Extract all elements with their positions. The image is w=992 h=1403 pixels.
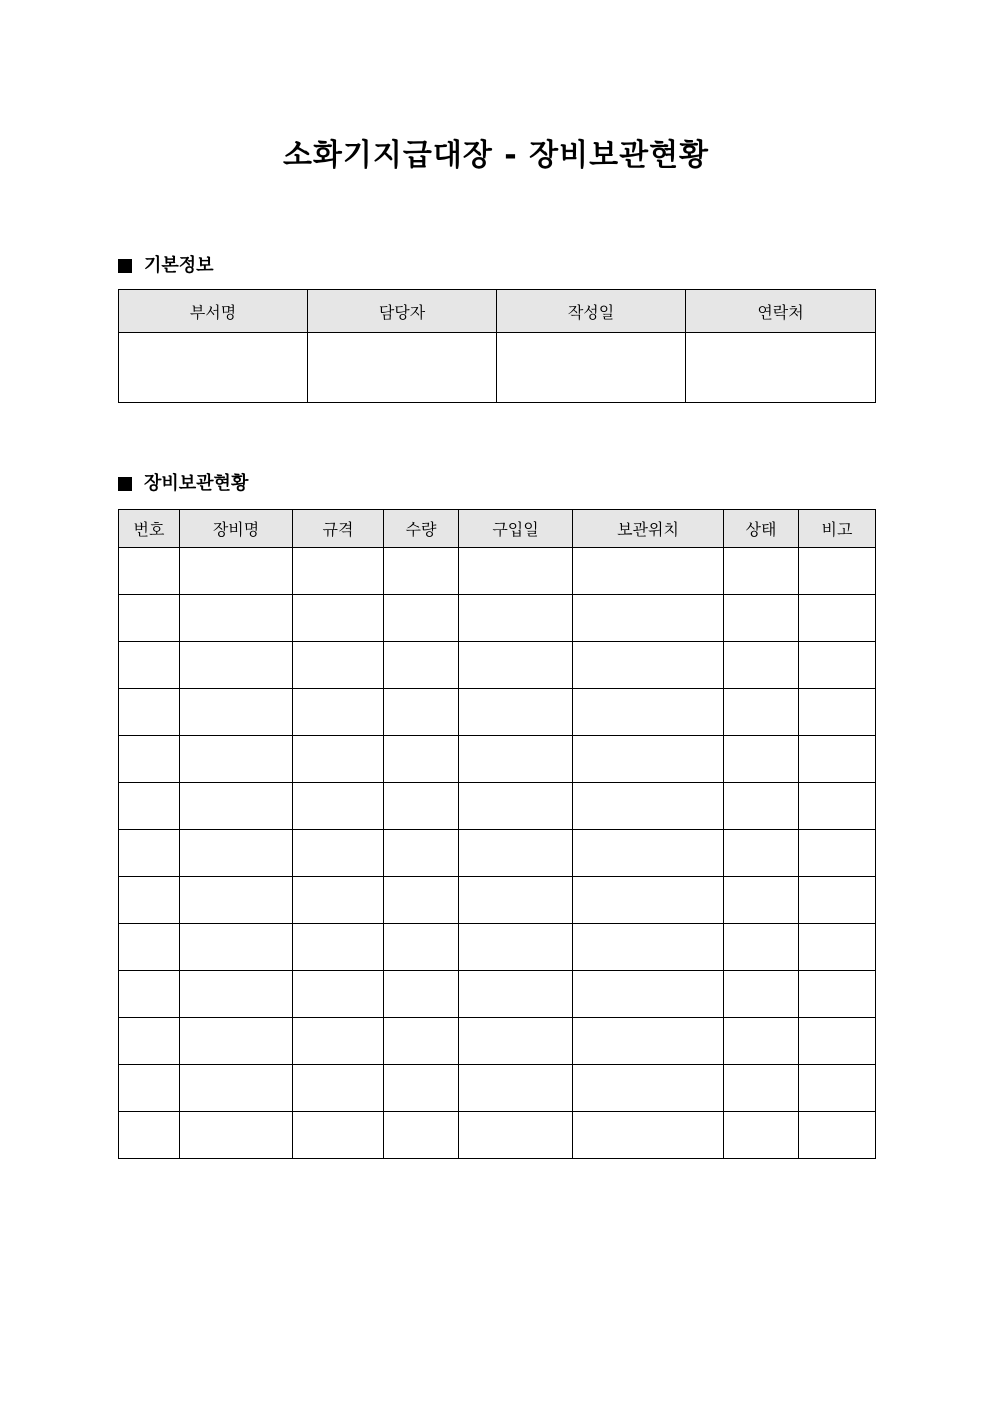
purchase-date-cell[interactable] (459, 830, 573, 877)
remarks-cell[interactable] (799, 877, 876, 924)
section-heading-storage (118, 472, 248, 496)
table-row (119, 548, 876, 595)
remarks-cell[interactable] (799, 971, 876, 1018)
table-row (119, 333, 876, 403)
storage-location-cell[interactable] (573, 736, 724, 783)
purchase-date-cell[interactable] (459, 783, 573, 830)
table-row (119, 830, 876, 877)
purchase-date-cell[interactable] (459, 924, 573, 971)
equipment-name-cell[interactable] (180, 689, 293, 736)
column-header-purchase-date: 구입일 (459, 510, 573, 548)
spec-cell[interactable] (293, 971, 384, 1018)
status-cell[interactable] (724, 1065, 799, 1112)
equipment-name-cell[interactable] (180, 595, 293, 642)
column-header-quantity: 수량 (384, 510, 459, 548)
remarks-cell[interactable] (799, 830, 876, 877)
table-row (119, 924, 876, 971)
spec-cell[interactable] (293, 595, 384, 642)
equipment-name-cell[interactable] (180, 783, 293, 830)
column-header-date-written: 작성일 (497, 290, 686, 333)
status-cell[interactable] (724, 830, 799, 877)
number-cell[interactable] (119, 548, 180, 595)
storage-location-cell[interactable] (573, 924, 724, 971)
section-heading-label: 장비보관현황 (144, 473, 249, 494)
status-cell[interactable] (724, 783, 799, 830)
status-cell[interactable] (724, 1112, 799, 1159)
spec-cell[interactable] (293, 877, 384, 924)
number-cell[interactable] (119, 971, 180, 1018)
status-cell[interactable] (724, 689, 799, 736)
number-cell[interactable] (119, 642, 180, 689)
purchase-date-cell[interactable] (459, 642, 573, 689)
spec-cell[interactable] (293, 548, 384, 595)
equipment-name-cell[interactable] (180, 642, 293, 689)
storage-location-cell[interactable] (573, 595, 724, 642)
table-row (119, 971, 876, 1018)
storage-location-cell[interactable] (573, 1018, 724, 1065)
status-cell[interactable] (724, 971, 799, 1018)
quantity-cell[interactable] (384, 595, 459, 642)
storage-location-cell[interactable] (573, 830, 724, 877)
storage-location-cell[interactable] (573, 877, 724, 924)
column-header-storage-location: 보관위치 (573, 510, 724, 548)
table-row (119, 1065, 876, 1112)
table-row (119, 783, 876, 830)
purchase-date-cell[interactable] (459, 689, 573, 736)
equipment-name-cell[interactable] (180, 736, 293, 783)
purchase-date-cell[interactable] (459, 971, 573, 1018)
column-header-number: 번호 (119, 510, 180, 548)
quantity-cell[interactable] (384, 783, 459, 830)
number-cell[interactable] (119, 830, 180, 877)
quantity-cell[interactable] (384, 1018, 459, 1065)
storage-location-cell[interactable] (573, 971, 724, 1018)
quantity-cell[interactable] (384, 830, 459, 877)
purchase-date-cell[interactable] (459, 1065, 573, 1112)
date-written-cell[interactable] (497, 333, 686, 403)
number-cell[interactable] (119, 783, 180, 830)
equipment-name-cell[interactable] (180, 971, 293, 1018)
equipment-storage-table (118, 509, 876, 1159)
table-row (119, 736, 876, 783)
number-cell[interactable] (119, 1065, 180, 1112)
equipment-name-cell[interactable] (180, 1112, 293, 1159)
table-row (119, 1112, 876, 1159)
basic-info-table (118, 289, 876, 403)
quantity-cell[interactable] (384, 1065, 459, 1112)
status-cell[interactable] (724, 736, 799, 783)
table-row (119, 877, 876, 924)
remarks-cell[interactable] (799, 642, 876, 689)
table-row (119, 642, 876, 689)
equipment-name-cell[interactable] (180, 924, 293, 971)
storage-location-cell[interactable] (573, 548, 724, 595)
quantity-cell[interactable] (384, 877, 459, 924)
remarks-cell[interactable] (799, 1112, 876, 1159)
square-bullet-icon (118, 477, 132, 491)
quantity-cell[interactable] (384, 548, 459, 595)
square-bullet-icon (118, 259, 132, 273)
column-header-remarks: 비고 (799, 510, 876, 548)
purchase-date-cell[interactable] (459, 736, 573, 783)
storage-location-cell[interactable] (573, 783, 724, 830)
storage-location-cell[interactable] (573, 1112, 724, 1159)
manager-cell[interactable] (308, 333, 497, 403)
department-cell[interactable] (119, 333, 308, 403)
table-header-row (119, 290, 876, 333)
status-cell[interactable] (724, 877, 799, 924)
quantity-cell[interactable] (384, 689, 459, 736)
spec-cell[interactable] (293, 924, 384, 971)
equipment-name-cell[interactable] (180, 830, 293, 877)
remarks-cell[interactable] (799, 783, 876, 830)
status-cell[interactable] (724, 642, 799, 689)
number-cell[interactable] (119, 736, 180, 783)
remarks-cell[interactable] (799, 1018, 876, 1065)
table-row (119, 689, 876, 736)
number-cell[interactable] (119, 595, 180, 642)
storage-location-cell[interactable] (573, 1065, 724, 1112)
remarks-cell[interactable] (799, 1065, 876, 1112)
number-cell[interactable] (119, 1018, 180, 1065)
spec-cell[interactable] (293, 736, 384, 783)
remarks-cell[interactable] (799, 689, 876, 736)
spec-cell[interactable] (293, 642, 384, 689)
storage-location-cell[interactable] (573, 689, 724, 736)
spec-cell[interactable] (293, 783, 384, 830)
status-cell[interactable] (724, 1018, 799, 1065)
quantity-cell[interactable] (384, 642, 459, 689)
column-header-manager: 담당자 (308, 290, 497, 333)
table-row (119, 1018, 876, 1065)
column-header-equipment-name: 장비명 (180, 510, 293, 548)
equipment-name-cell[interactable] (180, 1065, 293, 1112)
spec-cell[interactable] (293, 1112, 384, 1159)
purchase-date-cell[interactable] (459, 548, 573, 595)
table-header-row (119, 510, 876, 548)
equipment-name-cell[interactable] (180, 877, 293, 924)
remarks-cell[interactable] (799, 548, 876, 595)
remarks-cell[interactable] (799, 595, 876, 642)
spec-cell[interactable] (293, 830, 384, 877)
quantity-cell[interactable] (384, 971, 459, 1018)
section-heading-label: 기본정보 (144, 255, 214, 276)
table-row (119, 595, 876, 642)
storage-location-cell[interactable] (573, 642, 724, 689)
column-header-spec: 규격 (293, 510, 384, 548)
section-heading-basic-info (118, 254, 214, 278)
purchase-date-cell[interactable] (459, 1112, 573, 1159)
quantity-cell[interactable] (384, 924, 459, 971)
contact-cell[interactable] (686, 333, 876, 403)
number-cell[interactable] (119, 1112, 180, 1159)
number-cell[interactable] (119, 924, 180, 971)
page-title: 소화기지급대장 - 장비보관현황 (282, 138, 710, 173)
status-cell[interactable] (724, 548, 799, 595)
purchase-date-cell[interactable] (459, 877, 573, 924)
column-header-status: 상태 (724, 510, 799, 548)
purchase-date-cell[interactable] (459, 595, 573, 642)
equipment-name-cell[interactable] (180, 548, 293, 595)
spec-cell[interactable] (293, 1018, 384, 1065)
spec-cell[interactable] (293, 689, 384, 736)
purchase-date-cell[interactable] (459, 1018, 573, 1065)
remarks-cell[interactable] (799, 924, 876, 971)
column-header-contact: 연락처 (686, 290, 876, 333)
spec-cell[interactable] (293, 1065, 384, 1112)
quantity-cell[interactable] (384, 736, 459, 783)
status-cell[interactable] (724, 595, 799, 642)
quantity-cell[interactable] (384, 1112, 459, 1159)
remarks-cell[interactable] (799, 736, 876, 783)
equipment-name-cell[interactable] (180, 1018, 293, 1065)
status-cell[interactable] (724, 924, 799, 971)
number-cell[interactable] (119, 689, 180, 736)
column-header-department: 부서명 (119, 290, 308, 333)
number-cell[interactable] (119, 877, 180, 924)
